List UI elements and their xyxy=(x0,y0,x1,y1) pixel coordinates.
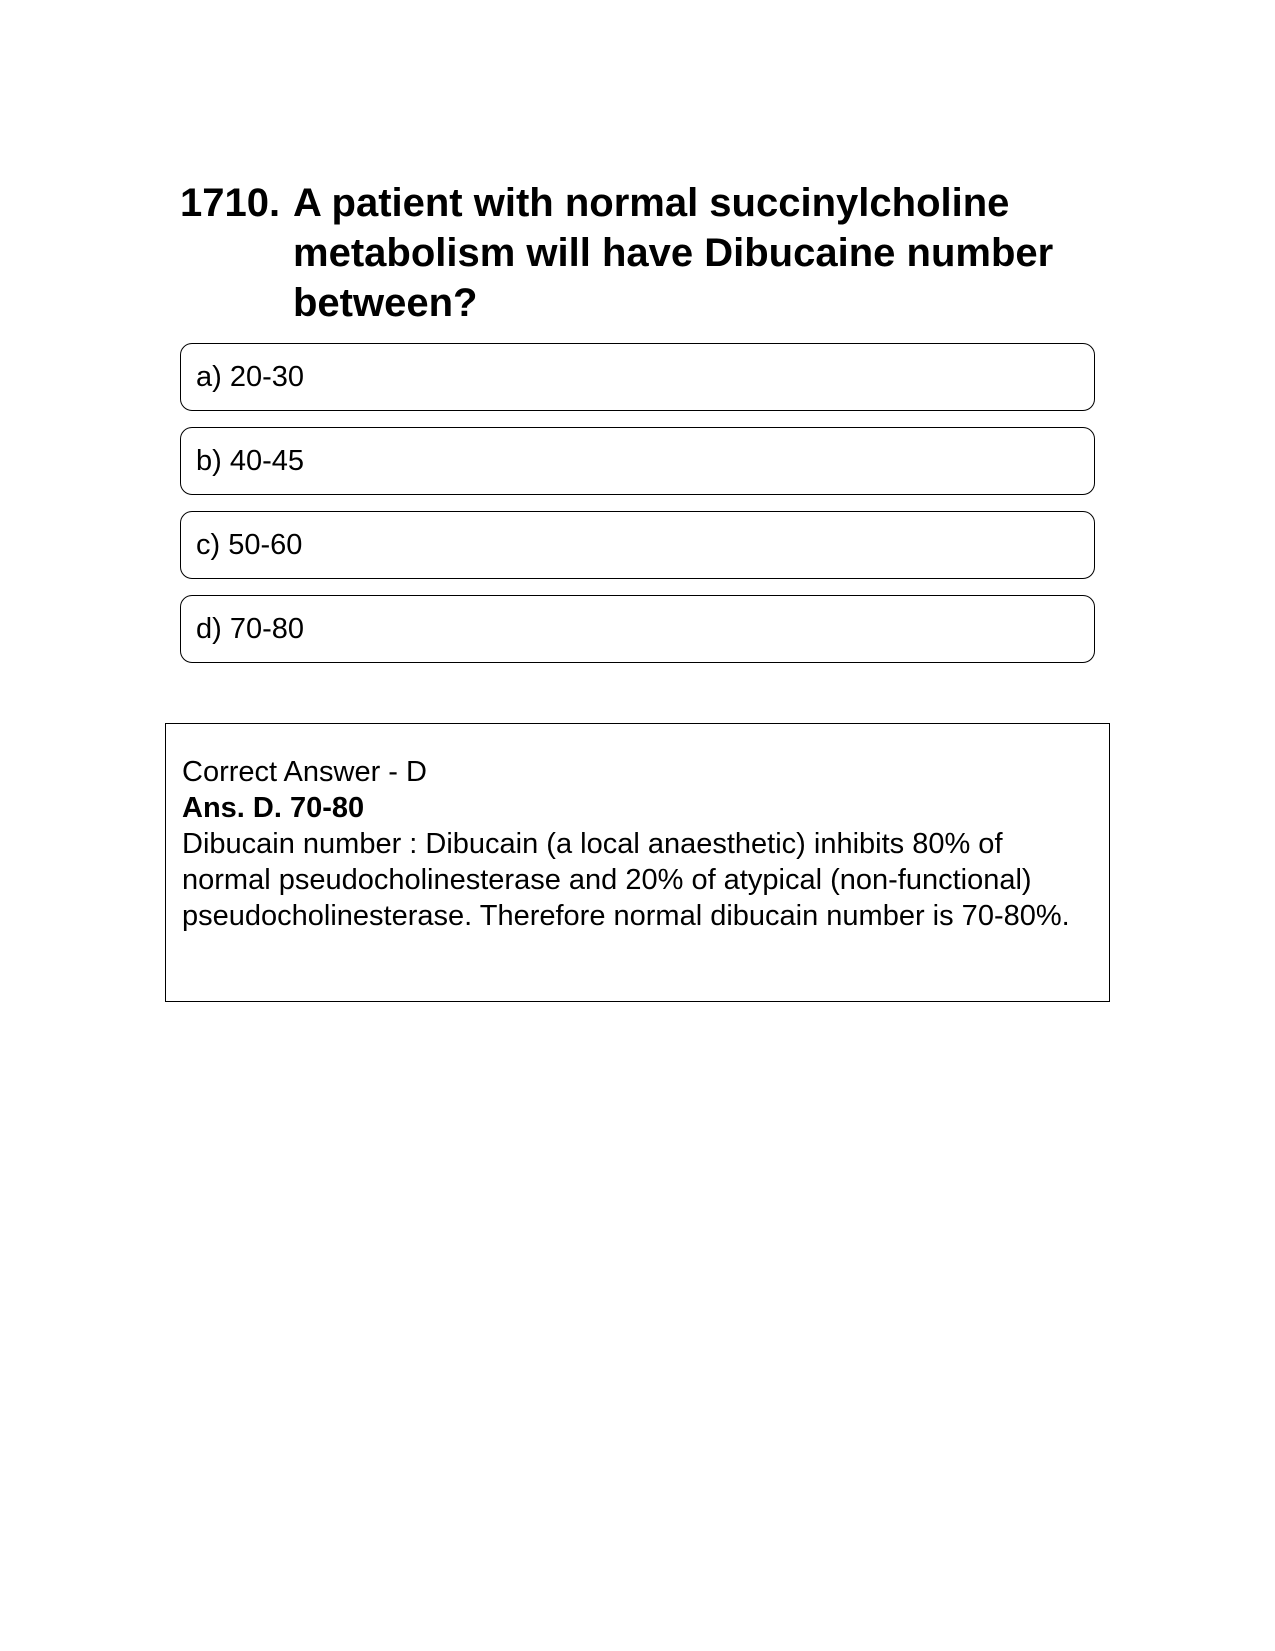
option-b[interactable]: b) 40-45 xyxy=(180,427,1095,495)
option-c[interactable]: c) 50-60 xyxy=(180,511,1095,579)
option-a[interactable]: a) 20-30 xyxy=(180,343,1095,411)
question-number: 1710. xyxy=(180,181,281,225)
options-list xyxy=(180,343,1095,679)
correct-answer-line: Correct Answer - D xyxy=(182,756,427,788)
question-block xyxy=(180,178,1100,328)
question-text: A patient with normal succinylcholine metabolism will have Dibucaine number between? xyxy=(293,181,1054,325)
answer-heading: Ans. D. 70-80 xyxy=(182,792,365,824)
option-d[interactable]: d) 70-80 xyxy=(180,595,1095,663)
answer-box xyxy=(165,723,1110,1002)
answer-explanation: Dibucain number : Dibucain (a local anaesthetic) inhibits 80% of normal pseudocholinesterase and 20% of atypical (non-functional) pseudocholinesterase. Therefore normal dibucain number is 70-80%. xyxy=(182,828,1070,932)
